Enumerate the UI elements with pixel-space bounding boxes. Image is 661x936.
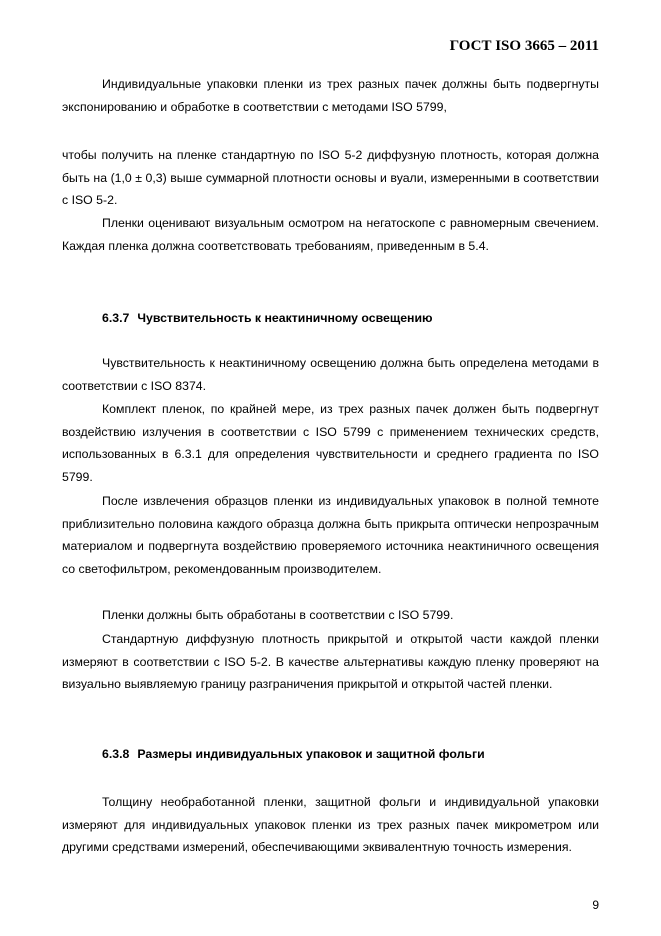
section-heading	[102, 747, 485, 761]
section-number: 6.3.7	[102, 311, 130, 325]
section-number: 6.3.8	[102, 747, 130, 761]
paragraph: Стандартную диффузную плотность прикрытой и открытой части каждой пленки измеряют в соответствии с ISO 5-2. В качестве альтернативы каждую пленку проверяют на визуально выявляемую границу разграничения прикрытой и открытой частей пленки.	[62, 632, 599, 691]
section-title: Размеры индивидуальных упаковок и защитной фольги	[137, 747, 485, 761]
paragraph: Индивидуальные упаковки пленки из трех разных пачек должны быть подвергнуты экспонированию и обработке в соответствии с методами ISO 5799,	[62, 77, 599, 114]
document-header: ГОСТ ISO 3665 – 2011	[449, 38, 599, 54]
paragraph: Комплект пленок, по крайней мере, из трех разных пачек должен быть подвергнут воздействию излучения в соответствии с ISO 5799 с применением технических средств, использованных в 6.3.1 для определения чувствительности и среднего градиента по ISO 5799.	[62, 402, 599, 484]
section-heading	[102, 311, 433, 325]
paragraph: чтобы получить на пленке стандартную по ISO 5-2 диффузную плотность, которая должна быть на (1,0 ± 0,3) выше суммарной плотности основы и вуали, измеренными в соответствии с ISO 5-2.	[62, 148, 599, 207]
paragraph: Чувствительность к неактиничному освещению должна быть определена методами в соответствии с ISO 8374.	[62, 356, 599, 393]
paragraph: Толщину необработанной пленки, защитной фольги и индивидуальной упаковки измеряют для индивидуальных упаковок пленки из трех разных пачек микрометром или другими средствами измерений, обеспечивающими эквивалентную точность измерения.	[62, 795, 599, 854]
section-title: Чувствительность к неактиничному освещению	[137, 311, 433, 325]
paragraph: Пленки оценивают визуальным осмотром на негатоскопе с равномерным свечением. Каждая пленка должна соответствовать требованиям, приведенным в 5.4.	[62, 216, 599, 253]
paragraph: После извлечения образцов пленки из индивидуальных упаковок в полной темноте приблизительно половина каждого образца должна быть прикрыта оптически непрозрачным материалом и подвергнута воздействию проверяемого источника неактиничного освещения со светофильтром, рекомендованным производителем.	[62, 494, 599, 576]
paragraph: Пленки должны быть обработаны в соответствии с ISO 5799.	[102, 608, 454, 622]
page-number: 9	[592, 898, 599, 912]
